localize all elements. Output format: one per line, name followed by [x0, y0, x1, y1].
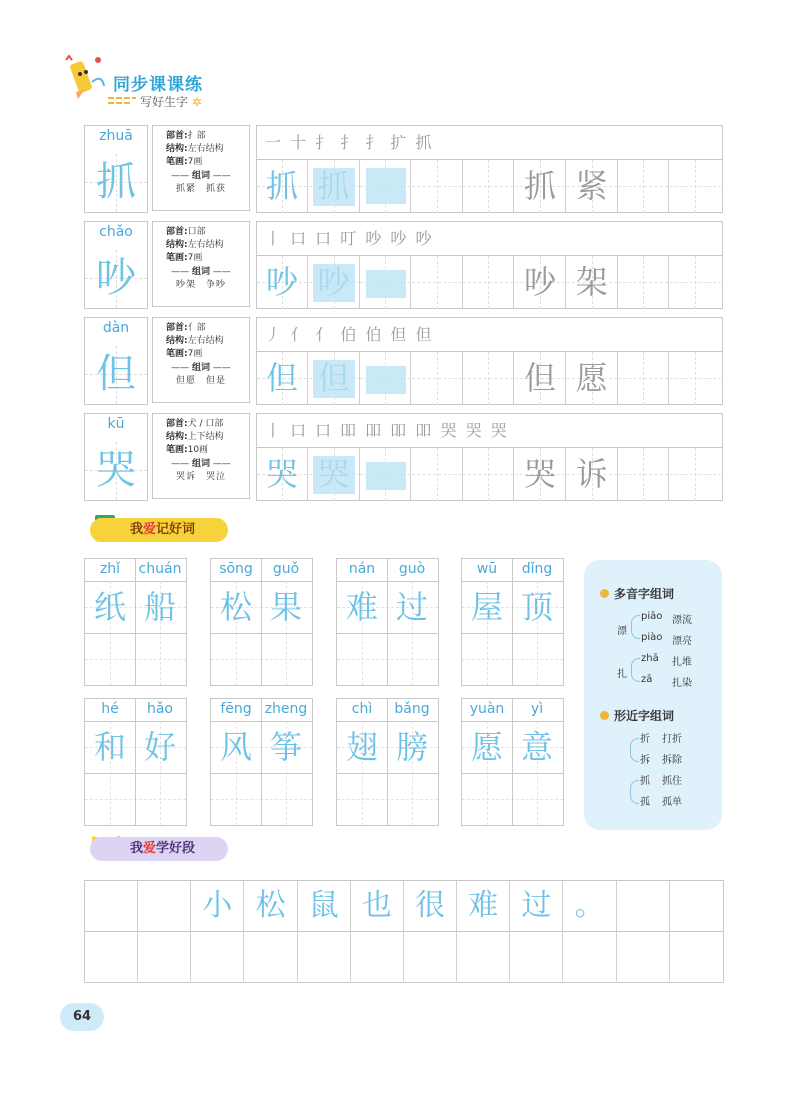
practice-cell[interactable]: [309, 448, 360, 501]
char-glyph: 但: [96, 351, 136, 397]
section-tag-paragraph: 我爱学好段: [90, 837, 228, 861]
practice-cell[interactable]: [412, 256, 463, 309]
structure-label: 结构:: [166, 144, 188, 154]
practice-word-char-1: 哭: [523, 455, 556, 493]
sentence-cell[interactable]: [351, 881, 404, 931]
write-cell[interactable]: [457, 931, 510, 981]
piao-pinyin-b: piào: [641, 632, 663, 643]
section-tag-words: 我爱记好词: [90, 518, 228, 542]
zuci-label: 组词: [191, 171, 210, 181]
zuci-words: 抓紧 抓获: [175, 184, 226, 194]
radical-label: 部首:: [166, 131, 188, 141]
piao-word-a: 漂流: [672, 615, 692, 626]
write-cell[interactable]: [513, 634, 563, 685]
sentence-cell[interactable]: [670, 881, 723, 931]
practice-char-trace: 但: [317, 359, 350, 397]
write-cell[interactable]: [211, 634, 261, 685]
zuci-words: 吵架 争吵: [175, 280, 226, 290]
practice-cell[interactable]: [463, 352, 514, 405]
write-cell[interactable]: [211, 774, 261, 825]
header-title: 同步课课练: [113, 75, 203, 95]
word-pinyin: sōng: [219, 561, 253, 577]
polyphone-char-zha: 扎: [617, 669, 627, 680]
write-cell[interactable]: [262, 634, 312, 685]
practice-cell[interactable]: [257, 256, 308, 309]
strokes-value: 7画: [187, 157, 203, 167]
sentence-char: [85, 881, 137, 931]
word-char: 愿: [470, 728, 503, 766]
word-char: 好: [143, 728, 176, 766]
radical-label: 部首:: [166, 323, 188, 333]
word-pinyin: bǎng: [394, 701, 430, 717]
practice-word-char-1: 但: [523, 359, 556, 397]
char-card: [84, 221, 148, 309]
practice-char-trace: 吵: [317, 263, 350, 301]
zuci-label: 组词: [191, 459, 210, 469]
practice-word-char-2: 愿: [575, 359, 608, 397]
strokes-value: 7画: [187, 349, 203, 359]
practice-cell[interactable]: [515, 160, 566, 213]
word-char: 翅: [345, 728, 378, 766]
word-pinyin: dǐng: [521, 561, 553, 577]
practice-cell[interactable]: [515, 448, 566, 501]
practice-grid: [256, 125, 723, 213]
practice-char-model: 哭: [265, 455, 298, 493]
sentence-char: 也: [361, 888, 392, 923]
practice-cell[interactable]: [463, 256, 514, 309]
practice-cell[interactable]: [670, 256, 721, 309]
similar-word: 拆除: [662, 755, 682, 766]
write-cell[interactable]: [513, 774, 563, 825]
char-card: [84, 317, 148, 405]
char-row: [84, 125, 722, 213]
practice-cell[interactable]: [670, 448, 721, 501]
panel-heading-polyphone: 多音字组词: [614, 587, 675, 601]
write-cell[interactable]: [388, 774, 438, 825]
word-pinyin: zhǐ: [99, 561, 121, 577]
zuci-label: 组词: [191, 363, 210, 373]
word-char: 屋: [470, 588, 503, 626]
strokes-label: 笔画:: [166, 253, 188, 263]
practice-cell[interactable]: [567, 160, 618, 213]
write-cell[interactable]: [138, 931, 191, 981]
word-pinyin: zheng: [264, 701, 308, 717]
practice-cell[interactable]: [360, 448, 411, 501]
sentence-cell[interactable]: [457, 881, 510, 931]
char-row: [84, 317, 722, 405]
word-char: 难: [345, 588, 378, 626]
write-cell[interactable]: [245, 931, 298, 981]
write-cell[interactable]: [85, 774, 135, 825]
sentence-char: 过: [521, 888, 552, 923]
practice-cell[interactable]: [257, 352, 308, 405]
word-pinyin: guǒ: [272, 561, 300, 577]
word-pinyin: hǎo: [146, 701, 174, 717]
similar-char: 抓: [640, 776, 650, 787]
char-row: [84, 221, 722, 309]
radical-label: 部首:: [166, 419, 188, 429]
sentence-grid: [84, 880, 724, 983]
char-info: 部首:亻部 结构:左右结构 笔画:7画 —— 组词 —— 但愿 但是: [152, 317, 250, 403]
write-cell[interactable]: [337, 634, 387, 685]
sentence-cell[interactable]: [191, 881, 244, 931]
practice-cell[interactable]: [309, 256, 360, 309]
word-pinyin: guò: [398, 561, 426, 577]
practice-cell[interactable]: [257, 160, 308, 213]
bulb-icon: [600, 711, 609, 720]
write-cell[interactable]: [510, 931, 563, 981]
word-pinyin: wū: [476, 561, 498, 577]
zuci-words: 哭诉 哭泣: [175, 472, 226, 482]
char-pinyin: dàn: [102, 320, 130, 336]
sentence-char: 小: [202, 888, 233, 923]
strokes-value: 7画: [187, 253, 203, 263]
practice-cell[interactable]: [360, 352, 411, 405]
structure-value: 左右结构: [187, 336, 224, 346]
strokes-value: 10画: [187, 445, 209, 455]
word-char: 风: [219, 728, 252, 766]
radical-label: 部首:: [166, 227, 188, 237]
stroke-order: 一 十 扌 扌 扌 扩 抓: [265, 133, 434, 152]
similar-char: 拆: [640, 755, 650, 766]
word-box: [210, 558, 313, 686]
zha-pinyin-a: zhā: [641, 653, 659, 664]
practice-char-model: 抓: [265, 167, 298, 205]
practice-word-char-1: 抓: [523, 167, 556, 205]
similar-word: 打折: [662, 734, 682, 745]
page-number: 64: [60, 1003, 104, 1031]
practice-cell[interactable]: [618, 256, 669, 309]
word-char: 顶: [520, 588, 553, 626]
strokes-label: 笔画:: [166, 445, 188, 455]
char-info: 部首:扌部 结构:左右结构 笔画:7画 —— 组词 —— 抓紧 抓获: [152, 125, 250, 211]
practice-cell[interactable]: [670, 352, 721, 405]
practice-word-char-1: 吵: [523, 263, 556, 301]
word-char: 纸: [93, 588, 126, 626]
write-cell[interactable]: [191, 931, 244, 981]
zuci-label: 组词: [191, 267, 210, 277]
write-cell[interactable]: [85, 634, 135, 685]
polyphone-char-piao: 漂: [617, 626, 627, 637]
practice-char-model: 吵: [265, 263, 298, 301]
word-pinyin: nán: [348, 561, 376, 577]
zha-pinyin-b: zā: [641, 674, 653, 685]
write-cell[interactable]: [617, 931, 670, 981]
sentence-cell[interactable]: [138, 881, 191, 931]
sentence-char: [670, 881, 723, 931]
sentence-char: 鼠: [308, 888, 339, 923]
word-pinyin: chuán: [138, 561, 182, 577]
char-card: [84, 413, 148, 501]
radical-value: 口部: [187, 227, 206, 237]
write-cell[interactable]: [564, 931, 617, 981]
practice-cell[interactable]: [412, 448, 463, 501]
sentence-cell[interactable]: [404, 881, 457, 931]
word-pinyin: yuàn: [469, 701, 505, 717]
sentence-cell[interactable]: [617, 881, 670, 931]
char-row: [84, 413, 722, 501]
similar-word: 孤单: [662, 797, 682, 808]
practice-cell[interactable]: [618, 160, 669, 213]
write-cell[interactable]: [462, 774, 512, 825]
radical-value: 亻部: [187, 323, 206, 333]
word-char: 意: [520, 728, 553, 766]
word-pinyin: chì: [351, 701, 373, 717]
word-char: 船: [143, 588, 176, 626]
write-cell[interactable]: [136, 634, 186, 685]
char-glyph: 吵: [96, 255, 136, 301]
structure-label: 结构:: [166, 336, 188, 346]
write-cell[interactable]: [388, 634, 438, 685]
header-deco-lines: [108, 96, 136, 106]
char-glyph: 抓: [96, 159, 136, 205]
piao-pinyin-a: piāo: [641, 611, 663, 622]
similar-char: 折: [640, 734, 650, 745]
write-cell[interactable]: [337, 774, 387, 825]
write-cell[interactable]: [404, 931, 457, 981]
word-char: 松: [219, 588, 252, 626]
practice-cell[interactable]: [412, 352, 463, 405]
panel-heading-similar: 形近字组词: [614, 709, 675, 723]
sentence-cell[interactable]: [245, 881, 298, 931]
similar-char: 孤: [640, 797, 650, 808]
write-cell[interactable]: [351, 931, 404, 981]
stroke-order: 丨 口 口 叮 吵 吵 吵: [265, 229, 434, 248]
word-pinyin: hé: [101, 701, 119, 717]
write-cell[interactable]: [85, 931, 138, 981]
radical-value: 犬 / 口部: [187, 419, 224, 429]
write-cell[interactable]: [262, 774, 312, 825]
practice-cell[interactable]: [567, 256, 618, 309]
sentence-cell[interactable]: [298, 881, 351, 931]
practice-cell[interactable]: [670, 160, 721, 213]
write-cell[interactable]: [298, 931, 351, 981]
structure-value: 左右结构: [187, 144, 224, 154]
word-box: [461, 558, 564, 686]
char-pinyin: chǎo: [99, 224, 133, 240]
practice-cell[interactable]: [360, 160, 411, 213]
practice-cell[interactable]: [618, 448, 669, 501]
char-info: 部首:犬 / 口部 结构:上下结构 笔画:10画 —— 组词 —— 哭诉 哭泣: [152, 413, 250, 499]
stroke-order: 丿 亻 亻 伯 伯 但 但: [265, 325, 434, 344]
strokes-label: 笔画:: [166, 157, 188, 167]
stroke-order: 丨 口 口 吅 吅 吅 吅 哭 哭 哭: [265, 421, 509, 440]
structure-label: 结构:: [166, 432, 188, 442]
sentence-char: [617, 881, 669, 931]
practice-grid: [256, 317, 723, 405]
practice-cell[interactable]: [257, 448, 308, 501]
practice-cell[interactable]: [463, 160, 514, 213]
side-panel: [584, 560, 722, 830]
practice-char-trace: 哭: [317, 455, 350, 493]
practice-cell[interactable]: [567, 448, 618, 501]
write-cell[interactable]: [136, 774, 186, 825]
zha-word-a: 扎堆: [672, 657, 692, 668]
practice-char-model: 但: [265, 359, 298, 397]
word-box: [336, 698, 439, 826]
char-pinyin: zhuā: [99, 128, 133, 144]
write-cell[interactable]: [670, 931, 723, 981]
sentence-char: 。: [574, 888, 605, 923]
word-box: [84, 558, 187, 686]
sentence-cell[interactable]: [510, 881, 563, 931]
practice-word-char-2: 架: [575, 263, 608, 301]
header-subtitle: 写好生字 ✲: [140, 95, 202, 109]
strokes-label: 笔画:: [166, 349, 188, 359]
structure-value: 上下结构: [187, 432, 224, 442]
word-char: 过: [395, 588, 428, 626]
write-cell[interactable]: [462, 634, 512, 685]
practice-cell[interactable]: [412, 160, 463, 213]
word-box: [461, 698, 564, 826]
char-glyph: 哭: [96, 447, 136, 493]
practice-cell[interactable]: [463, 448, 514, 501]
radical-value: 扌部: [187, 131, 206, 141]
sun-icon: ✲: [191, 95, 202, 109]
word-box: [336, 558, 439, 686]
bulb-icon: [600, 589, 609, 598]
practice-cell[interactable]: [515, 256, 566, 309]
practice-word-char-2: 紧: [575, 167, 608, 205]
sentence-char: 很: [415, 888, 446, 923]
word-pinyin: yì: [530, 701, 544, 717]
zha-word-b: 扎染: [672, 678, 692, 689]
word-char: 果: [269, 588, 302, 626]
word-char: 膀: [395, 728, 428, 766]
word-char: 和: [93, 728, 126, 766]
sentence-cell[interactable]: [85, 881, 138, 931]
practice-cell[interactable]: [360, 256, 411, 309]
practice-cell[interactable]: [618, 352, 669, 405]
structure-value: 左右结构: [187, 240, 224, 250]
zuci-words: 但愿 但是: [175, 376, 226, 386]
word-pinyin: fēng: [220, 701, 252, 717]
practice-grid: [256, 221, 723, 309]
word-box: [84, 698, 187, 826]
sentence-char: [138, 881, 190, 931]
char-pinyin: kū: [107, 416, 125, 432]
practice-cell[interactable]: [309, 160, 360, 213]
word-char: 筝: [269, 728, 302, 766]
pencil-mascot-icon: [62, 52, 106, 100]
piao-word-b: 漂亮: [672, 636, 692, 647]
practice-cell[interactable]: [309, 352, 360, 405]
practice-grid: [256, 413, 723, 501]
sentence-char: 松: [255, 888, 286, 923]
word-box: [210, 698, 313, 826]
practice-word-char-2: 诉: [575, 455, 608, 493]
practice-cell[interactable]: [515, 352, 566, 405]
char-card: [84, 125, 148, 213]
practice-char-trace: 抓: [317, 167, 350, 205]
similar-word: 抓住: [662, 776, 682, 787]
sentence-cell[interactable]: [564, 881, 617, 931]
practice-cell[interactable]: [567, 352, 618, 405]
structure-label: 结构:: [166, 240, 188, 250]
char-info: 部首:口部 结构:左右结构 笔画:7画 —— 组词 —— 吵架 争吵: [152, 221, 250, 307]
sentence-char: 难: [468, 888, 499, 923]
